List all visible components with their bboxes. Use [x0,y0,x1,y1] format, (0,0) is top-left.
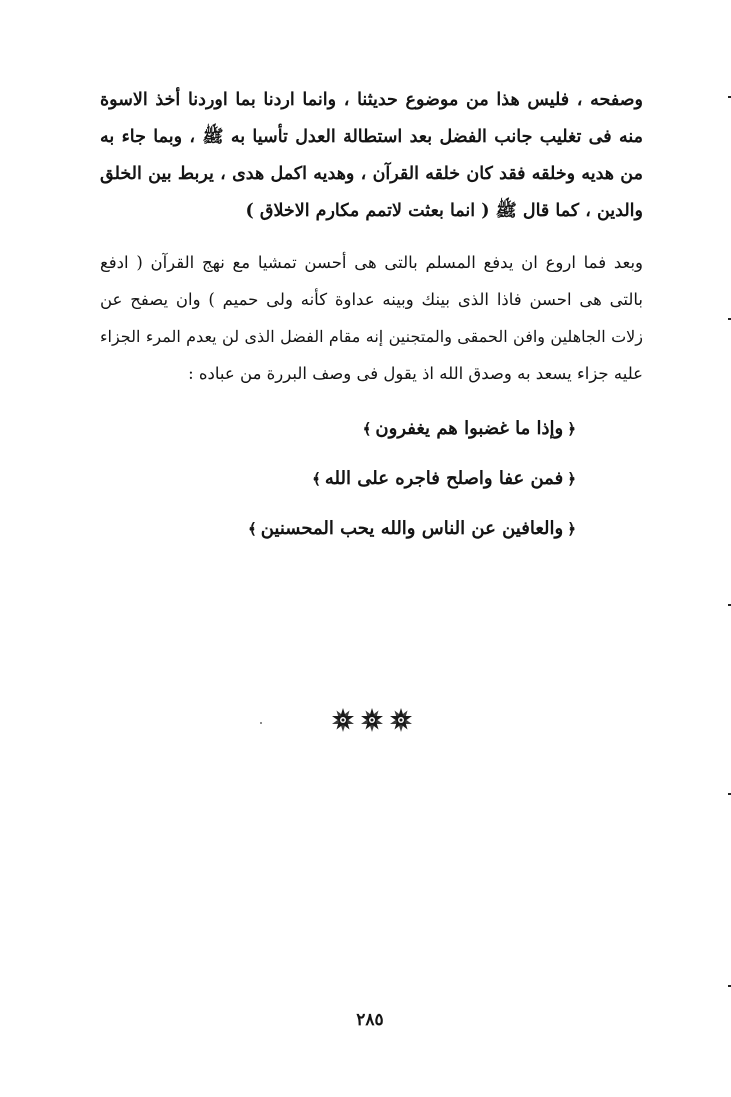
verse-open-bracket: ﴿ [567,470,576,488]
verse-close-bracket: ﴾ [247,520,257,538]
text-line: وبعد فما اروع ان يدفع المسلم بالتى هى أحسن تمشيا مع نهج القرآن ( ادفع [100,253,643,272]
scan-speck [260,722,262,724]
quran-verse [100,404,580,454]
star-ornament-icon [388,707,414,733]
text-line: بالتى هى احسن فاذا الذى بينك وبينه عداوة كأنه ولى حميم ) وان يصفح عن [100,290,643,309]
text-line: زلات الجاهلين وافن الحمقى والمتجنين إنه مقام الفضل الذى لن يعدم المرء الجزاء [100,327,643,346]
text-line: من هديه وخلقه فقد كان خلقه القرآن ، وهديه اكمل هدى ، يربط بين الخلق [100,164,643,184]
quran-verses [100,404,580,554]
quran-verse [100,504,580,554]
page-number: ٢٨٥ [356,1010,384,1030]
star-ornament-icon [359,707,385,733]
text-line: منه فى تغليب جانب الفضل بعد استطالة العدل تأسيا به ﷺ ، وبما جاء به [100,127,643,147]
verse-close-bracket: ﴾ [362,420,372,438]
section-divider-ornament [330,707,414,733]
quran-verse [100,454,580,504]
verse-text: والعافين عن الناس والله يحب المحسنين [260,518,564,539]
paragraph-2 [100,244,643,392]
verse-open-bracket: ﴿ [567,520,576,538]
verse-open-bracket: ﴿ [567,420,576,438]
verse-text: وإذا ما غضبوا هم يغفرون [375,418,564,439]
verse-close-bracket: ﴾ [312,470,321,488]
text-line: وصفحه ، فليس هذا من موضوع حديثنا ، وانما اردنا بما اوردنا أخذ الاسوة [100,90,643,110]
text-line: والدين ، كما قال ﷺ ( انما بعثت لاتمم مكارم الاخلاق ) [245,201,643,221]
text-line: عليه جزاء يسعد به وصدق الله اذ يقول فى وصف البررة من عباده : [188,364,643,383]
paragraph-1 [100,82,643,230]
star-ornament-icon [330,707,356,733]
verse-text: فمن عفا واصلح فاجره على الله [324,468,564,489]
